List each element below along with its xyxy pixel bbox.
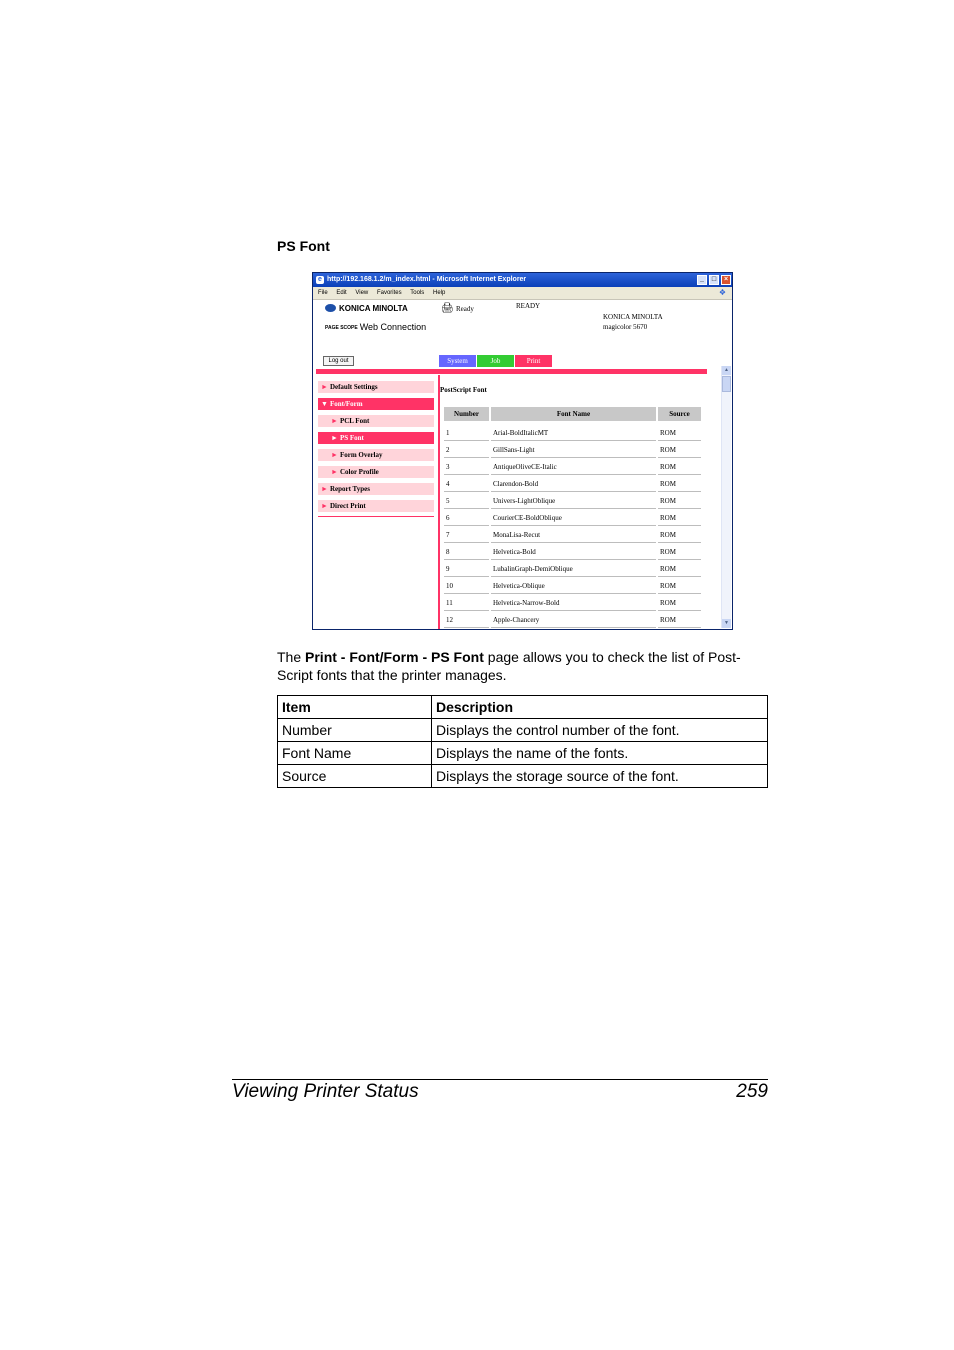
logout-button[interactable]: Log out (323, 356, 354, 366)
scroll-thumb[interactable] (722, 376, 731, 392)
table-row (444, 458, 701, 475)
cell-font-name: Univers-LightOblique (491, 492, 656, 509)
sidebar-item-label: Color Profile (339, 468, 379, 476)
sidebar-item[interactable] (318, 415, 434, 427)
sidebar-item[interactable] (318, 483, 434, 495)
sidebar-item[interactable] (318, 398, 434, 410)
cell-description: Displays the name of the fonts. (432, 742, 768, 765)
cell-source: ROM (658, 492, 701, 509)
cell-number: 5 (444, 492, 489, 509)
sidebar-item-label: Form Overlay (339, 451, 383, 459)
table-row (278, 719, 768, 742)
close-icon[interactable]: × (721, 275, 731, 285)
sidebar-item[interactable] (318, 432, 434, 444)
cell-number: 2 (444, 441, 489, 458)
table-row (444, 560, 701, 577)
col-item: Item (278, 696, 432, 719)
cell-number: 7 (444, 526, 489, 543)
sidebar-item-label: Direct Print (329, 502, 366, 510)
table-row (444, 577, 701, 594)
scrollbar[interactable] (721, 366, 731, 628)
menu-tools[interactable]: Tools (410, 290, 425, 296)
konica-logo-icon (325, 304, 336, 312)
menu-view[interactable]: View (355, 290, 369, 296)
cell-source: ROM (658, 611, 701, 628)
sidebar-item-label: Report Types (329, 485, 370, 493)
cell-source: ROM (658, 475, 701, 492)
menu-favorites[interactable]: Favorites (376, 290, 402, 296)
cell-source: ROM (658, 594, 701, 611)
status-text: Ready (456, 305, 474, 313)
cell-font-name: Helvetica-Bold (491, 543, 656, 560)
footer-rule (232, 1079, 768, 1080)
minimize-icon[interactable]: _ (697, 275, 707, 285)
windows-flag-icon: ❖ (718, 288, 726, 297)
cell-source: ROM (658, 458, 701, 475)
header-divider (316, 369, 707, 374)
menu-file[interactable]: File (318, 290, 328, 296)
table-row (444, 611, 701, 628)
triangle-right-icon: ► (331, 451, 338, 459)
tab-job[interactable]: Job (477, 355, 514, 367)
device-model: magicolor 5670 (603, 323, 648, 331)
device-vendor: KONICA MINOLTA (603, 313, 663, 321)
col-font-name: Font Name (491, 407, 656, 424)
cell-item: Font Name (278, 742, 432, 765)
footer-title: Viewing Printer Status (232, 1081, 419, 1102)
pagescope-mark: PAGE SCOPE (325, 325, 358, 331)
tab-print[interactable]: Print (515, 355, 552, 367)
cell-item: Source (278, 765, 432, 788)
window-titlebar (313, 273, 732, 287)
table-row (278, 765, 768, 788)
cell-description: Displays the control number of the font. (432, 719, 768, 742)
sidebar-item[interactable] (318, 449, 434, 461)
cell-font-name: GillSans-Light (491, 441, 656, 458)
brand-logo (325, 304, 408, 313)
table-row (444, 475, 701, 492)
scroll-down-icon[interactable]: ▼ (722, 619, 731, 628)
cell-number: 6 (444, 509, 489, 526)
table-row (444, 543, 701, 560)
web-connection-label: Web Connection (359, 322, 427, 332)
table-row (444, 526, 701, 543)
cell-font-name: LubalinGraph-DemiOblique (491, 560, 656, 577)
font-table (442, 407, 703, 628)
triangle-right-icon: ► (331, 434, 338, 442)
cell-font-name: Arial-BoldItalicMT (491, 424, 656, 441)
triangle-right-icon: ► (321, 485, 328, 493)
brand-name: KONICA MINOLTA (339, 304, 408, 313)
menu-bar (313, 287, 732, 300)
cell-font-name: Helvetica-Narrow-Bold (491, 594, 656, 611)
desc-prefix: The (277, 649, 306, 665)
cell-font-name: MonaLisa-Recut (491, 526, 656, 543)
cell-number: 3 (444, 458, 489, 475)
col-number: Number (444, 407, 489, 424)
content-divider (438, 375, 440, 630)
cell-number: 4 (444, 475, 489, 492)
cell-font-name: CourierCE-BoldOblique (491, 509, 656, 526)
cell-font-name: Apple-Chancery (491, 611, 656, 628)
sidebar-item-label: Default Settings (329, 383, 378, 391)
cell-source: ROM (658, 577, 701, 594)
cell-font-name: Clarendon-Bold (491, 475, 656, 492)
menu-help[interactable]: Help (432, 290, 446, 296)
col-source: Source (658, 407, 701, 424)
cell-font-name: AntiqueOliveCE-Italic (491, 458, 656, 475)
table-row (444, 441, 701, 458)
description-paragraph (277, 648, 767, 684)
cell-item: Number (278, 719, 432, 742)
cell-description: Displays the storage source of the font. (432, 765, 768, 788)
section-heading: PS Font (277, 238, 330, 254)
cell-number: 10 (444, 577, 489, 594)
printer-icon: 🖨 (441, 303, 454, 314)
status-value: READY (516, 302, 541, 310)
triangle-right-icon: ► (321, 502, 328, 510)
browser-window (312, 272, 733, 630)
sidebar-item-label: PCL Font (339, 417, 370, 425)
sidebar-item-label: Font/Form (329, 400, 363, 408)
cell-source: ROM (658, 441, 701, 458)
cell-source: ROM (658, 424, 701, 441)
sidebar-item[interactable] (318, 466, 434, 478)
cell-source: ROM (658, 560, 701, 577)
item-description-table (277, 695, 768, 788)
desc-suffix: page allows you to check the list of Post-Script fonts that the printer manages. (277, 649, 741, 683)
window-title: http://192.168.1.2/m_index.html - Microsoft Internet Explorer (327, 276, 527, 283)
scroll-up-icon[interactable]: ▲ (722, 366, 731, 375)
table-row (444, 594, 701, 611)
menu-edit[interactable]: Edit (336, 290, 347, 296)
page-number: 259 (736, 1081, 768, 1102)
sidebar-item[interactable] (318, 381, 434, 393)
sidebar-item[interactable] (318, 500, 434, 512)
cell-source: ROM (658, 543, 701, 560)
triangle-down-icon: ▼ (321, 400, 328, 408)
triangle-right-icon: ► (321, 383, 328, 391)
col-description: Description (432, 696, 768, 719)
triangle-right-icon: ► (331, 468, 338, 476)
cell-number: 12 (444, 611, 489, 628)
cell-number: 11 (444, 594, 489, 611)
maximize-icon[interactable]: □ (709, 275, 719, 285)
ie-icon: e (316, 276, 324, 284)
cell-number: 9 (444, 560, 489, 577)
tab-system[interactable]: System (439, 355, 476, 367)
sidebar-item-label: PS Font (339, 434, 364, 442)
cell-font-name: Helvetica-Oblique (491, 577, 656, 594)
table-row (444, 509, 701, 526)
table-row (444, 424, 701, 441)
table-row (444, 492, 701, 509)
content-title: PostScript Font (440, 386, 487, 394)
table-row (278, 742, 768, 765)
sidebar-divider (318, 516, 434, 517)
cell-source: ROM (658, 526, 701, 543)
cell-number: 8 (444, 543, 489, 560)
pagescope-logo (325, 322, 426, 332)
cell-number: 1 (444, 424, 489, 441)
triangle-right-icon: ► (331, 417, 338, 425)
cell-source: ROM (658, 509, 701, 526)
desc-path: Print - Font/Form - PS Font (305, 649, 484, 665)
